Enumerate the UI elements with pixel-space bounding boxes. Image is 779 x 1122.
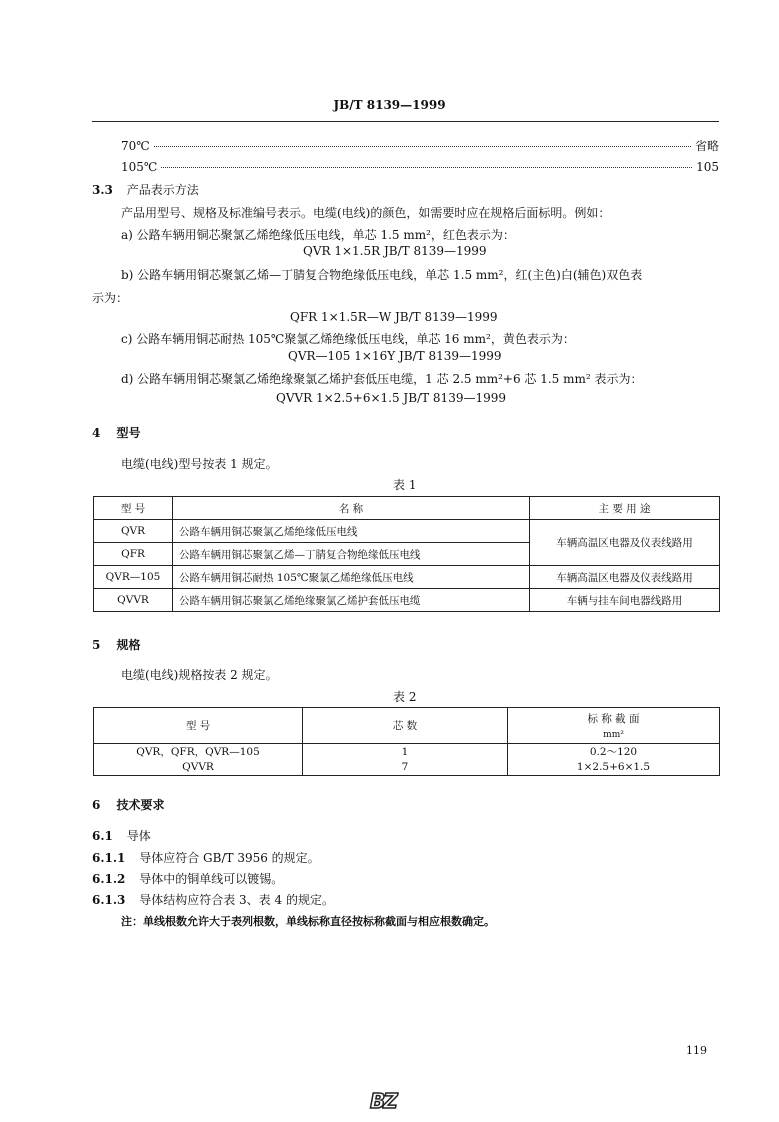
use-cell: 车辆与挂车间电器线路用 <box>530 589 720 612</box>
page-number: 119 <box>686 1044 707 1057</box>
table-2-caption: 表 2 <box>393 690 417 704</box>
section-number: 4 <box>92 426 101 440</box>
section-number: 3.3 <box>92 183 113 197</box>
table-row <box>94 520 720 543</box>
section-5-heading <box>92 636 141 653</box>
table-1 <box>93 496 720 612</box>
clause-number: 6.1.2 <box>92 872 126 886</box>
example-a-text: a) 公路车辆用铜芯聚氯乙烯绝缘低压电线，单芯 1.5 mm²，红色表示为： <box>121 228 515 242</box>
section-number: 5 <box>92 638 101 652</box>
leader-dots <box>154 146 691 147</box>
model-cell: QVVR <box>94 589 173 612</box>
table-header: 主 要 用 途 <box>530 497 720 520</box>
section-number: 6.1 <box>92 829 113 843</box>
header-rule <box>92 121 719 122</box>
model-cell: QFR <box>94 543 173 566</box>
clause-6-1-2 <box>92 870 283 887</box>
name-cell: 公路车辆用铜芯聚氯乙烯绝缘低压电线 <box>173 520 530 543</box>
table-row <box>94 589 720 612</box>
leader-dots <box>161 167 692 168</box>
section-6-heading <box>92 796 165 813</box>
use-cell: 车辆高温区电器及仪表线路用 <box>530 520 720 566</box>
example-c-text: c) 公路车辆用铜芯耐热 105℃聚氯乙烯绝缘低压电线，单芯 16 mm²，黄色表示为： <box>121 332 575 346</box>
header-unit: mm² <box>603 730 624 740</box>
standard-header: JB/T 8139—1999 <box>333 98 446 112</box>
section-cell: 0.2～120 <box>508 744 720 760</box>
example-b-text-cont: 示为： <box>92 291 129 305</box>
table-header: 芯 数 <box>303 708 508 744</box>
temp-label: 70℃ <box>121 139 150 153</box>
example-c-code: QVR—105 1×16Y JB/T 8139—1999 <box>288 349 502 363</box>
example-d-text: d) 公路车辆用铜芯聚氯乙烯绝缘聚氯乙烯护套低压电缆，1 芯 2.5 mm²+6 芯 1.5 mm² 表示为： <box>121 372 643 386</box>
temp-line-105 <box>121 160 719 174</box>
table-header: 型 号 <box>94 497 173 520</box>
paragraph: 电缆(电线)规格按表 2 规定。 <box>121 668 278 682</box>
clause-text: 导体应符合 GB/T 3956 的规定。 <box>139 851 320 865</box>
name-cell: 公路车辆用铜芯聚氯乙烯—丁腈复合物绝缘低压电线 <box>173 543 530 566</box>
table-header: 名 称 <box>173 497 530 520</box>
example-d-code: QVVR 1×2.5+6×1.5 JB/T 8139—1999 <box>276 391 507 405</box>
temp-line-70 <box>121 137 719 154</box>
paragraph: 电缆(电线)型号按表 1 规定。 <box>121 457 278 471</box>
example-b-code: QFR 1×1.5R—W JB/T 8139—1999 <box>290 310 498 324</box>
section-number: 6 <box>92 798 101 812</box>
table-row <box>94 744 720 760</box>
section-3-3-heading <box>92 181 199 198</box>
section-title: 规格 <box>116 638 141 652</box>
model-cell: QVR <box>94 520 173 543</box>
clause-text: 导体中的铜单线可以镀锡。 <box>139 872 284 886</box>
name-cell: 公路车辆用铜芯耐热 105℃聚氯乙烯绝缘低压电线 <box>173 566 530 589</box>
use-cell: 车辆高温区电器及仪表线路用 <box>530 566 720 589</box>
table-1-caption: 表 1 <box>393 478 417 492</box>
temp-label: 105℃ <box>121 160 158 174</box>
clause-number: 6.1.3 <box>92 893 126 907</box>
section-6-1-heading <box>92 827 151 844</box>
temp-value: 105 <box>696 160 719 174</box>
clause-text: 导体结构应符合表 3、表 4 的规定。 <box>139 893 334 907</box>
cores-cell: 7 <box>303 760 508 776</box>
section-title: 型号 <box>116 426 141 440</box>
clause-6-1-1 <box>92 849 320 866</box>
model-cell: QVR，QFR，QVR—105 <box>94 744 303 760</box>
bz-logo: BZ <box>370 1089 396 1113</box>
table-row <box>94 760 720 776</box>
section-4-heading <box>92 424 141 441</box>
table-2 <box>93 707 720 776</box>
paragraph: 产品用型号、规格及标准编号表示。电缆(电线)的颜色，如需要时应在规格后面标明。例如： <box>121 206 611 220</box>
cores-cell: 1 <box>303 744 508 760</box>
clause-number: 6.1.1 <box>92 851 126 865</box>
section-title: 技术要求 <box>116 798 165 812</box>
model-cell: QVVR <box>94 760 303 776</box>
section-title: 导体 <box>126 829 151 843</box>
temp-value: 省略 <box>694 139 719 153</box>
table-row <box>94 566 720 589</box>
table-header-section <box>508 708 720 744</box>
note: 注：单线根数允许大于表列根数，单线标称直径按标称截面与相应根数确定。 <box>121 915 495 928</box>
header-label: 标 称 截 面 <box>587 713 640 725</box>
example-a-code: QVR 1×1.5R JB/T 8139—1999 <box>303 244 487 258</box>
model-cell: QVR—105 <box>94 566 173 589</box>
section-title: 产品表示方法 <box>126 183 199 197</box>
example-b-text: b) 公路车辆用铜芯聚氯乙烯—丁腈复合物绝缘低压电线，单芯 1.5 mm²，红(主色)白(辅色)双色表 <box>121 268 643 282</box>
clause-6-1-3 <box>92 891 334 908</box>
table-header: 型 号 <box>94 708 303 744</box>
section-cell: 1×2.5+6×1.5 <box>508 760 720 776</box>
name-cell: 公路车辆用铜芯聚氯乙烯绝缘聚氯乙烯护套低压电缆 <box>173 589 530 612</box>
